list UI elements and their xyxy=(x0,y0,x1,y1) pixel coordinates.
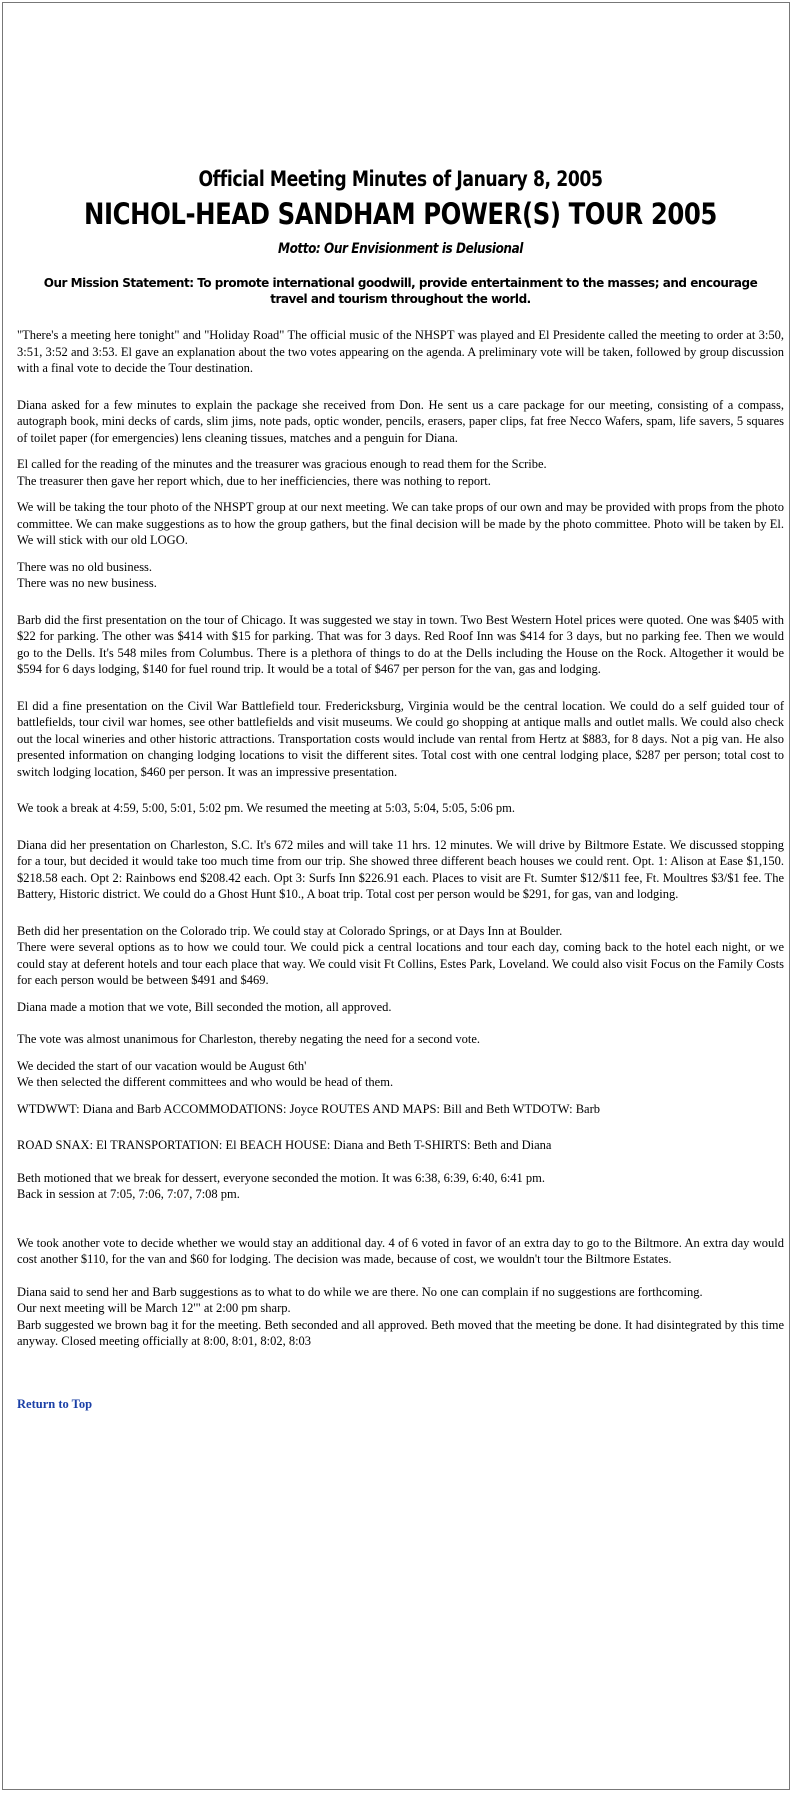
paragraph-motion-to-vote: Diana made a motion that we vote, Bill seconded the motion, all approved. xyxy=(17,999,392,1014)
next-meeting-line: Our next meeting will be March 12'" at 2:00 pm sharp. xyxy=(17,1301,291,1315)
paragraph-business xyxy=(17,559,784,592)
paragraph-closing xyxy=(17,1284,784,1350)
new-business-line: There was no new business. xyxy=(17,576,157,590)
reading-minutes-line: El called for the reading of the minutes and the treasurer was gracious enough to read them for the Scribe. xyxy=(17,457,547,471)
paragraph-committees-2: ROAD SNAX: El TRANSPORTATION: El BEACH HOUSE: Diana and Beth T-SHIRTS: Beth and Diana xyxy=(17,1138,552,1152)
treasurer-report-line: The treasurer then gave her report which, due to her inefficiencies, there was nothing to report. xyxy=(17,473,491,488)
dessert-break-line: Beth motioned that we break for dessert, everyone seconded the motion. It was 6:38, 6:39, 6:40, 6:41 pm. xyxy=(17,1170,546,1185)
paragraph-care-package: Diana asked for a few minutes to explain the package she received from Don. He sent us a care package for our meeting, consisting of a compass, autograph book, mini decks of cards, slim jims, note pads, optic wonder, pencils, erasers, paper clips, fat free Necco Wafers, spam, life savers, 5 squares of toilet paper (for emergencies) lens cleaning tissues, matches and a penguin for Diana. xyxy=(17,397,784,445)
paragraph-colorado-presentation xyxy=(17,923,784,989)
old-business-line: There was no old business. xyxy=(17,559,153,574)
paragraph-vote-result: The vote was almost unanimous for Charleston, thereby negating the need for a second vote. xyxy=(17,1032,481,1046)
return-to-top-link[interactable]: Return to Top xyxy=(17,1396,93,1411)
motto: Motto: Our Envisionment is Delusional xyxy=(278,241,523,257)
mission-statement: Our Mission Statement: To promote international goodwill, provide entertainment to the masses; and encourage travel and tourism throughout the world. xyxy=(43,275,758,306)
paragraph-civil-war-presentation: El did a fine presentation on the Civil War Battlefield tour. Fredericksburg, Virginia would be the central location. We could do a self guided tour of battlefields, tour civil war homes, see other battlefields and visit museums. We could go shopping at antique malls and outlet malls. We could also check out the local wineries and other historic attractions. Transportation costs would include van rental from Hertz at $883, for 8 days. Not a pig van. He also presented information on changing lodging locations to visit the different sites. Total cost with one central lodging place, $287 per person; total cost to switch lodging location, $460 per person. It was an impressive presentation. xyxy=(17,698,784,779)
paragraph-tour-photo: We will be taking the tour photo of the NHSPT group at our next meeting. We can take props of our own and may be provided with props from the photo committee. We can make suggestions as to how the group gathers, but the final decision will be made by the photo committee. Photo will be taken by El. We will stick with our old LOGO. xyxy=(17,500,784,547)
return-link-row xyxy=(17,1396,784,1413)
document-frame xyxy=(2,2,790,1790)
tour-title: NICHOL-HEAD SANDHAM POWER(S) TOUR 2005 xyxy=(84,197,717,231)
paragraph-dessert-break xyxy=(17,1170,784,1203)
back-in-session-line: Back in session at 7:05, 7:06, 7:07, 7:08 pm. xyxy=(17,1187,240,1201)
colorado-options-text: There were several options as to how we could tour. We could pick a central locations and tour each day, coming back to the hotel each night, or we could stay at deferent hotels and tour each place that way. We could visit Ft Collins, Estes Park, Loveland. We could also visit Focus on the Family Costs for each person would be between $491 and $469. xyxy=(17,940,784,987)
paragraph-charleston-presentation: Diana did her presentation on Charleston, S.C. It's 672 miles and will take 11 hrs. 12 minutes. We will drive by Biltmore Estate. We discussed stopping for a tour, but decided it would take too much time from our trip. She showed three different beach houses we could rent. Opt. 1: Alison at Ease $1,150. $218.58 each. Opt 2: Rainbows end $208.42 each. Opt 3: Surfs Inn $226.91 each. Places to visit are Ft. Sumter $12/$11 fee, Ft. Moultres $3/$1 fee. The Battery, Historic district. We could do a Ghost Hunt $10., A boat trip. Total cost per person would be $291, for gas, van and lodging. xyxy=(17,837,784,901)
paragraph-committees-1: WTDWWT: Diana and Barb ACCOMMODATIONS: Joyce ROUTES AND MAPS: Bill and Beth WTDOTW: Barb xyxy=(17,1101,601,1116)
meeting-closed-text: Barb suggested we brown bag it for the meeting. Beth seconded and all approved. Beth moved that the meeting be done. It had disintegrated by this time anyway. Closed meeting officially at 8:00, 8:01, 8:02, 8:03 xyxy=(17,1317,784,1348)
committees-line: We then selected the different committees and who would be head of them. xyxy=(17,1075,394,1089)
paragraph-extra-day-vote: We took another vote to decide whether we would stay an additional day. 4 of 6 voted in favor of an extra day to go to the Biltmore. An extra day would cost another $110, for the van and $60 for lodging. The decision was made, because of cost, we wouldn't tour the Biltmore Estates. xyxy=(17,1235,784,1266)
meeting-date-title: Official Meeting Minutes of January 8, 2005 xyxy=(198,167,603,191)
suggestions-text: Diana said to send her and Barb suggestions as to what to do while we are there. No one can complain if no suggestions are forthcoming. xyxy=(17,1284,703,1299)
paragraph-reading-minutes xyxy=(17,456,784,489)
paragraph-chicago-presentation: Barb did the first presentation on the tour of Chicago. It was suggested we stay in town. Two Best Western Hotel prices were quoted. One was $405 with $22 for parking. The other was $414 with $15 for parking. That was for 3 days. Red Roof Inn was $414 for 3 days, but no parking fee. Then we would go to the Dells. It's 548 miles from Columbus. There is a plethora of things to do at the Dells including the House on the Rock. Altogether it would be $594 for 6 days lodging, $140 for fuel round trip. It would be a total of $467 per person for the van, gas and lodging. xyxy=(17,612,784,676)
colorado-intro-line: Beth did her presentation on the Colorado trip. We could stay at Colorado Springs, or at Days Inn at Boulder. xyxy=(17,923,563,938)
paragraph-vacation-start xyxy=(17,1058,784,1091)
paragraph-call-to-order: "There's a meeting here tonight" and "Holiday Road" The official music of the NHSPT was played and El Presidente called the meeting to order at 3:50, 3:51, 3:52 and 3:53. El gave an explanation about the two votes appearing on the agenda. A preliminary vote will be taken, followed by group discussion with a final vote to decide the Tour destination. xyxy=(17,328,784,375)
minutes-content xyxy=(17,166,784,1412)
vacation-start-line: We decided the start of our vacation would be August 6th' xyxy=(17,1058,307,1073)
paragraph-break: We took a break at 4:59, 5:00, 5:01, 5:02 pm. We resumed the meeting at 5:03, 5:04, 5:05, 5:06 pm. xyxy=(17,801,516,815)
